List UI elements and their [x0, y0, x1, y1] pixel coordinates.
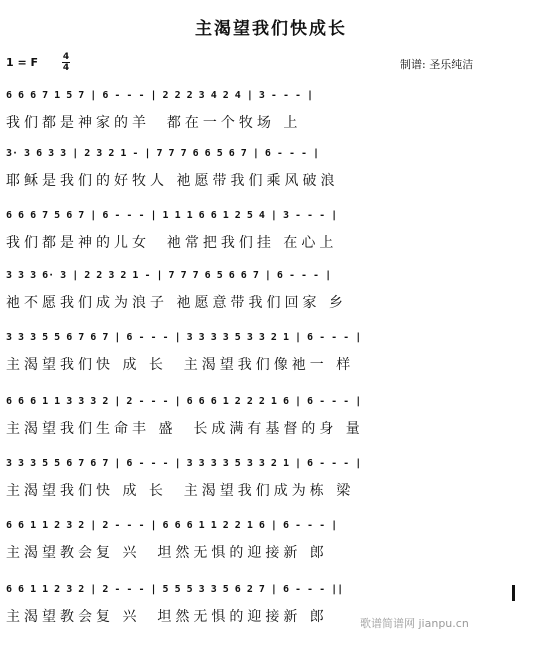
- notation-line: 6 6 6 1 1 3 3 3 2 | 2 - - - | 6 6 6 1 2 2 2 1 6 | 6 - - - |: [6, 396, 362, 407]
- lyric-line: 主渴望我们生命丰 盛 长成满有基督的身 量: [6, 421, 364, 437]
- lyric-line: 我们都是神家的羊 都在一个牧场 上: [6, 115, 302, 131]
- site-watermark: 歌谱简谱网 jianpu.cn: [360, 617, 469, 630]
- notation-line: 6 6 1 1 2 3 2 | 2 - - - | 6 6 6 1 1 2 2 1 6 | 6 - - - |: [6, 520, 338, 531]
- notation-line: 6 6 1 1 2 3 2 | 2 - - - | 5 5 5 3 3 5 6 2 7 | 6 - - - ||: [6, 584, 344, 595]
- score-row-3: [0, 210, 542, 274]
- lyric-line: 祂不愿我们成为浪子 祂愿意带我们回家 乡: [6, 295, 347, 311]
- notation-line: 6 6 6 7 1 5 7 | 6 - - - | 2 2 2 3 4 2 4 | 3 - - - |: [6, 90, 314, 101]
- time-signature-bottom: 4: [62, 63, 70, 73]
- final-barline: [512, 585, 515, 601]
- notation-line: 3· 3 6 3 3 | 2 3 2 1 - | 7 7 7 6 6 5 6 7 | 6 - - - |: [6, 148, 320, 159]
- score-row-5: [0, 332, 542, 396]
- notation-line: 3 3 3 5 5 6 7 6 7 | 6 - - - | 3 3 3 3 5 3 3 2 1 | 6 - - - |: [6, 458, 362, 469]
- key-signature: 1 = F: [6, 56, 39, 69]
- notation-line: 3 3 3 5 5 6 7 6 7 | 6 - - - | 3 3 3 3 5 3 3 2 1 | 6 - - - |: [6, 332, 362, 343]
- score-row-8: [0, 520, 542, 584]
- score-row-2: [0, 148, 542, 212]
- lyric-line: 耶稣是我们的好牧人 祂愿带我们乘风破浪: [6, 173, 339, 189]
- time-signature-top: 4: [62, 52, 70, 62]
- time-signature: [62, 52, 70, 73]
- lyric-line: 我们都是神的儿女 祂常把我们挂 在心上: [6, 235, 338, 251]
- song-title: 主渴望我们快成长: [195, 19, 347, 39]
- lyric-line: 主渴望我们快 成 长 主渴望我们像祂一 样: [6, 357, 355, 373]
- score-credit: 制谱: 圣乐纯洁: [400, 58, 474, 71]
- notation-line: 3 3 3 6· 3 | 2 2 3 2 1 - | 7 7 7 6 5 6 6 7 | 6 - - - |: [6, 270, 332, 281]
- score-row-7: [0, 458, 542, 522]
- lyric-line: 主渴望教会复 兴 坦然无惧的迎接新 郎: [6, 545, 328, 561]
- notation-line: 6 6 6 7 5 6 7 | 6 - - - | 1 1 1 6 6 1 2 5 4 | 3 - - - |: [6, 210, 338, 221]
- lyric-line: 主渴望我们快 成 长 主渴望我们成为栋 梁: [6, 483, 355, 499]
- lyric-line: 主渴望教会复 兴 坦然无惧的迎接新 郎: [6, 609, 328, 625]
- score-row-6: [0, 396, 542, 460]
- score-row-1: [0, 90, 542, 154]
- score-row-4: [0, 270, 542, 334]
